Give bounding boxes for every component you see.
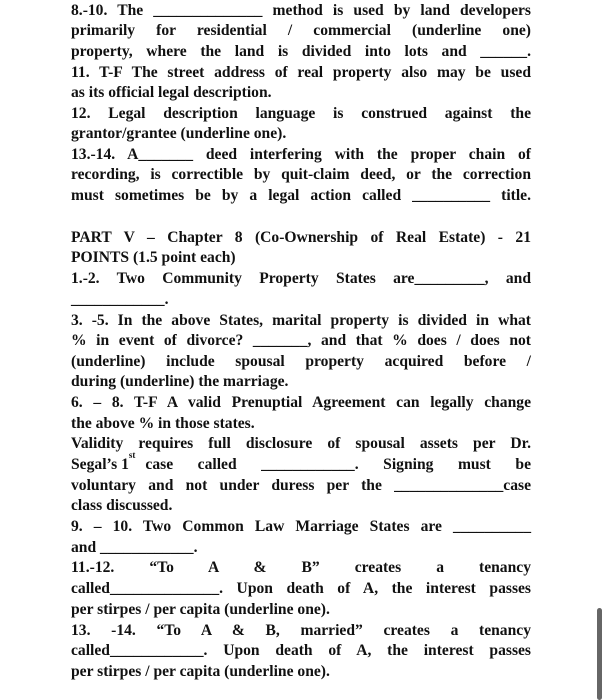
text-line: called______________. Upon death of A, the interest passes [71,580,531,597]
text-line: called____________. Upon death of A, the interest passes [71,642,531,659]
text-line: 13.-14. A_______ deed interfering with the proper chain of [71,146,531,163]
text-line: per stirpes / per capita (underline one). [71,663,330,680]
text-line: property, where the land is divided into lots and ______. [71,43,531,60]
text-line: as its official legal description. [71,84,272,101]
text-line: 1.-2. Two Community Property States are_________, and [71,270,531,287]
text-line: 12. Legal description language is construed against the [71,105,531,122]
text-line: 11. T-F The street address of real property also may be used [71,64,531,81]
ordinal-suffix: st [128,450,136,460]
text-line: 6. – 8. T-F A valid Prenuptial Agreement can legally change [71,394,531,411]
text-line: primarily for residential / commercial (underline one) [71,22,531,39]
text-line: ____________. [71,291,169,308]
text-line: must sometimes be by a legal action called __________ title. [71,187,531,204]
text-line: and ____________. [71,539,198,556]
text-line: grantor/grantee (underline one). [71,125,287,142]
text-line: during (underline) the marriage. [71,373,289,390]
section-heading: PART V – Chapter 8 (Co-Ownership of Real Estate) - 21 [71,229,531,246]
text-line: 9. – 10. Two Common Law Marriage States are __________ [71,518,531,535]
text-line: 3. -5. In the above States, marital property is divided in what [71,312,531,329]
text-line: Validity requires full disclosure of spousal assets per Dr. [71,435,531,452]
text-line: 13. -14. “To A & B, married” creates a tenancy [71,622,531,639]
text-line-rest: case called ____________. Signing must be [145,456,531,473]
text-line: the above % in those states. [71,415,255,432]
text-line: (underline) include spousal property acquired before / [71,353,531,370]
text-line: recording, is correctible by quit-claim deed, or the correction [71,166,531,183]
text-line: voluntary and not under duress per the ______________case [71,477,531,494]
vertical-scrollbar[interactable] [597,608,602,700]
text-line: class discussed. [71,497,173,514]
section-heading: POINTS (1.5 point each) [71,249,236,266]
text-line: % in event of divorce? _______, and that % does / does not [71,332,531,349]
case-prefix: Segal’s 1 [71,456,129,473]
text-line: 11.-12. “To A & B” creates a tenancy [71,559,531,576]
text-line: per stirpes / per capita (underline one). [71,601,330,618]
text-line: 8.-10. The ______________ method is used by land developers [71,2,531,19]
text-line [71,450,531,475]
